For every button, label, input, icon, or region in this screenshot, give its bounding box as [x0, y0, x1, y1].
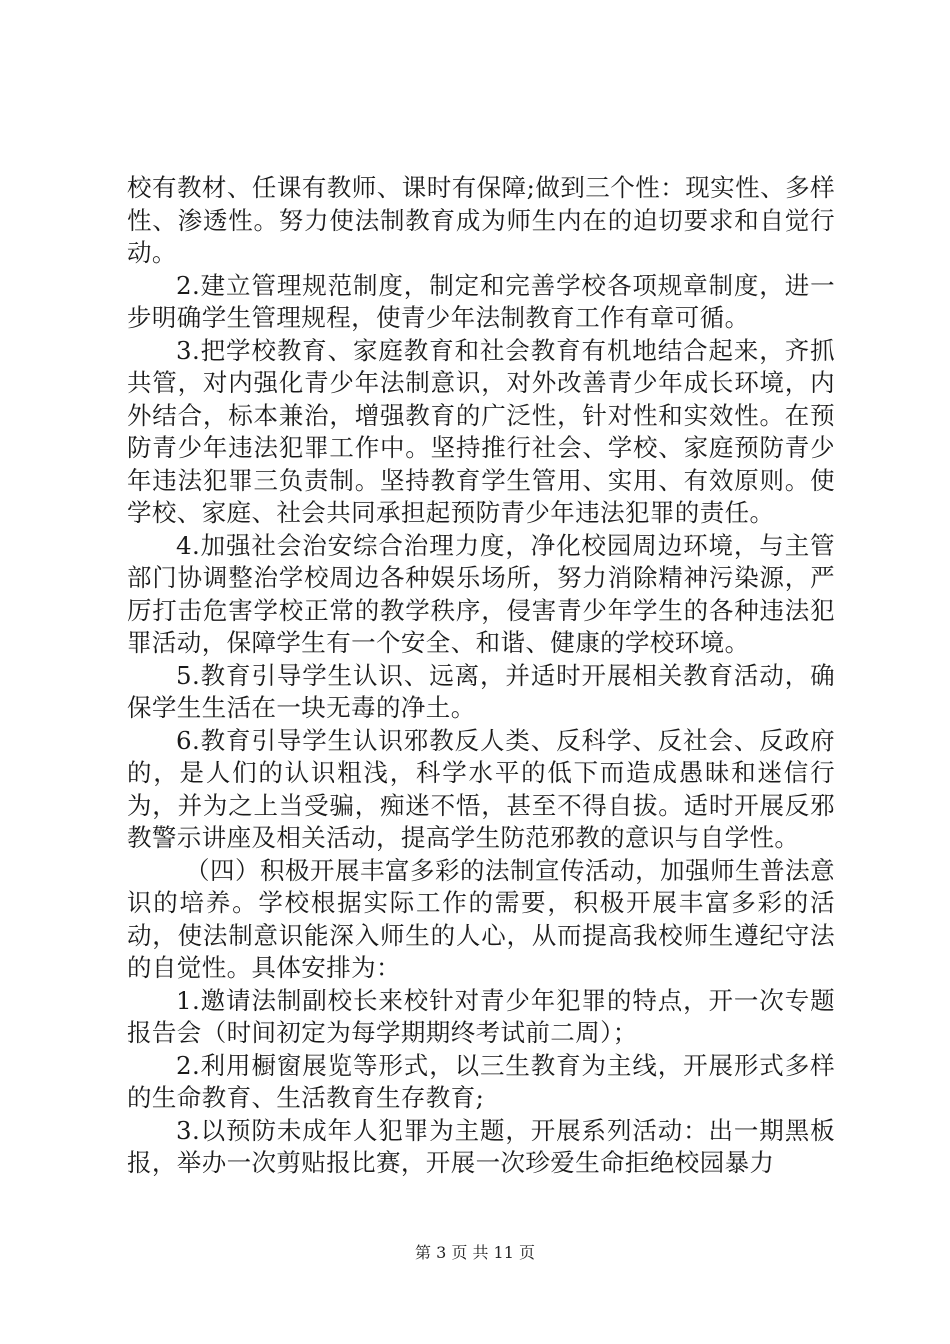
paragraph-item-2: 2.建立管理规范制度，制定和完善学校各项规章制度，进一步明确学生管理规程，使青少年法制教育工作有章可循。: [127, 270, 835, 332]
paragraph-item-6: 6.教育引导学生认识邪教反人类、反科学、反社会、反政府的，是人们的认识粗浅，科学水平的低下而造成愚昧和迷信行为，并为之上当受骗，痴迷不悟，甚至不得自拔。适时开展反邪教警示讲座及相关活动，提高学生防范邪教的意识与自学性。: [127, 725, 835, 852]
page-number-label: 第 3 页 共 11 页: [415, 1243, 535, 1262]
paragraph-item-4: 4.加强社会治安综合治理力度，净化校园周边环境，与主管部门协调整治学校周边各种娱乐场所，努力消除精神污染源，严厉打击危害学校正常的教学秩序，侵害青少年学生的各种违法犯罪活动，保障学生有一个安全、和谐、健康的学校环境。: [127, 530, 835, 657]
activity-item-2: 2.利用橱窗展览等形式，以三生教育为主线，开展形式多样的生命教育、生活教育生存教育;: [127, 1050, 835, 1112]
paragraph-continuation: 校有教材、任课有教师、课时有保障;做到三个性：现实性、多样性、渗透性。努力使法制教育成为师生内在的迫切要求和自觉行动。: [127, 173, 835, 267]
page-footer: [0, 1243, 950, 1263]
section-four-paragraph: （四）积极开展丰富多彩的法制宣传活动，加强师生普法意识的培养。学校根据实际工作的需要，积极开展丰富多彩的活动，使法制意识能深入师生的人心，从而提高我校师生遵纪守法的自觉性。具体安排为：: [127, 855, 835, 982]
paragraph-item-5: 5.教育引导学生认识、远离，并适时开展相关教育活动，确保学生生活在一块无毒的净土。: [127, 660, 835, 722]
document-body: [127, 172, 835, 1180]
activity-item-3: 3.以预防未成年人犯罪为主题，开展系列活动：出一期黑板报，举办一次剪贴报比赛，开展一次珍爱生命拒绝校园暴力: [127, 1115, 835, 1177]
paragraph-item-3: 3.把学校教育、家庭教育和社会教育有机地结合起来，齐抓共管，对内强化青少年法制意识，对外改善青少年成长环境，内外结合，标本兼治，增强教育的广泛性，针对性和实效性。在预防青少年违法犯罪工作中。坚持推行社会、学校、家庭预防青少年违法犯罪三负责制。坚持教育学生管用、实用、有效原则。使学校、家庭、社会共同承担起预防青少年违法犯罪的责任。: [127, 335, 835, 527]
activity-item-1: 1.邀请法制副校长来校针对青少年犯罪的特点，开一次专题报告会（时间初定为每学期期终考试前二周）；: [127, 985, 835, 1047]
